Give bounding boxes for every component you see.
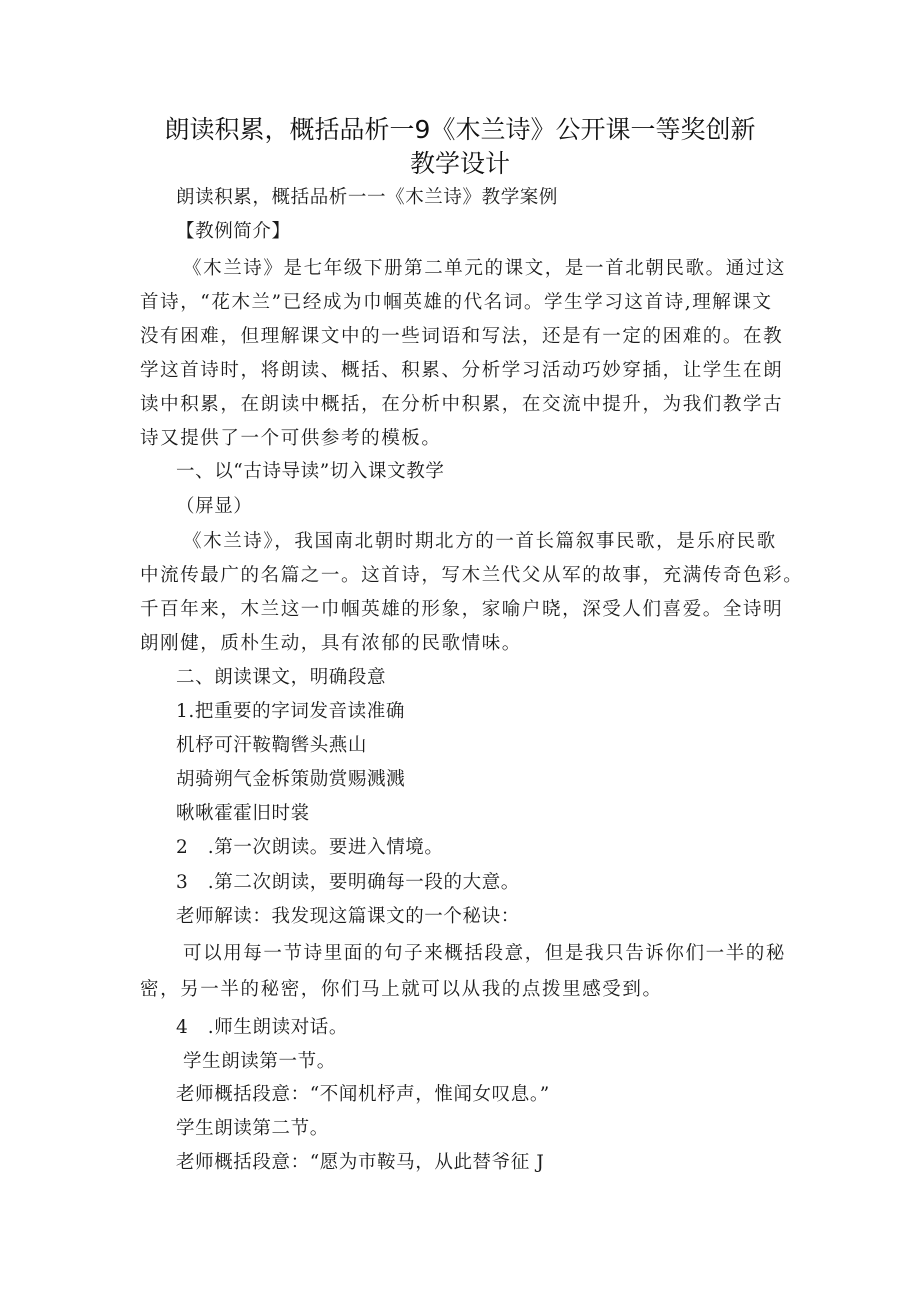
intro-paragraph-line: 读中积累，在朗读中概括，在分析中积累，在交流中提升，为我们教学古 xyxy=(140,394,784,415)
intro-paragraph-line: 诗又提供了一个可供参考的模板。 xyxy=(140,428,442,449)
dialogue-line: 老师概括段意：“愿为市鞍马，从此替爷征 J xyxy=(176,1152,545,1173)
intro-paragraph-line: 《木兰诗》是七年级下册第二单元的课文，是一首北朝民歌。通过这 xyxy=(183,258,787,279)
intro-paragraph-line: 学这首诗时，将朗读、概括、积累、分析学习活动巧妙穿插，让学生在朗 xyxy=(140,360,784,381)
step1-heading: 一、以“古诗导读”切入课文教学 xyxy=(176,461,445,482)
secret-paragraph-line: 密，另一半的秘密，你们马上就可以从我的点拨里感受到。 xyxy=(140,979,663,1000)
word-list-line: 胡骑朔气金柝策勋赏赐溅溅 xyxy=(176,769,406,790)
word-list-line: 机杼可汗鞍鞫辔头燕山 xyxy=(176,735,368,756)
intro-paragraph-line: 没有困难，但理解课文中的一些词语和写法，还是有一定的困难的。在教 xyxy=(140,326,784,347)
step2-heading: 二、朗读课文，明确段意 xyxy=(176,667,387,688)
subtitle: 朗读积累，概括品析一一《木兰诗》教学案例 xyxy=(176,187,559,208)
item-1: 1.把重要的字词发音读准确 xyxy=(176,701,405,722)
item-4: 4 .师生朗读对话。 xyxy=(176,1017,348,1038)
item-3: 3 .第二次朗读，要明确每一段的大意。 xyxy=(176,872,520,893)
screen-paragraph-line: 《木兰诗》，我国南北朝时期北方的一首长篇叙事民歌，是乐府民歌 xyxy=(183,531,777,552)
word-list-line: 啾啾霍霍旧时裳 xyxy=(176,803,310,824)
screen-paragraph-line: 朗刚健，质朴生动，具有浓郁的民歌情味。 xyxy=(140,633,522,654)
screen-paragraph-line: 千百年来，木兰这一巾帼英雄的形象，家喻户晓，深受人们喜爱。全诗明 xyxy=(140,599,784,620)
secret-paragraph-line: 可以用每一节诗里面的句子来概括段意，但是我只告诉你们一半的秘 xyxy=(183,943,787,964)
dialogue-line: 学生朗读第一节。 xyxy=(183,1051,336,1072)
dialogue-line: 老师概括段意：“不闻机杼声，惟闻女叹息。” xyxy=(176,1084,550,1105)
document-title-line-2: 教学设计 xyxy=(409,149,510,178)
screen-note: （屏显） xyxy=(176,496,253,517)
dialogue-line: 学生朗读第二节。 xyxy=(176,1118,329,1139)
screen-paragraph-line: 中流传最广的名篇之一。这首诗，写木兰代父从军的故事，充满传奇色彩。 xyxy=(140,565,804,586)
intro-paragraph-line: 首诗，“花木兰”已经成为巾帼英雄的代名词。学生学习这首诗,理解课文 xyxy=(140,292,773,313)
item-2: 2 .第一次朗读。要进入情境。 xyxy=(176,837,444,858)
document-title-line-1: 朗读积累，概括品析一9《木兰诗》公开课一等奖创新 xyxy=(164,115,756,144)
section-intro-heading: 【教例简介】 xyxy=(176,221,291,242)
teacher-note: 老师解读：我发现这篇课文的一个秘诀： xyxy=(176,906,520,927)
